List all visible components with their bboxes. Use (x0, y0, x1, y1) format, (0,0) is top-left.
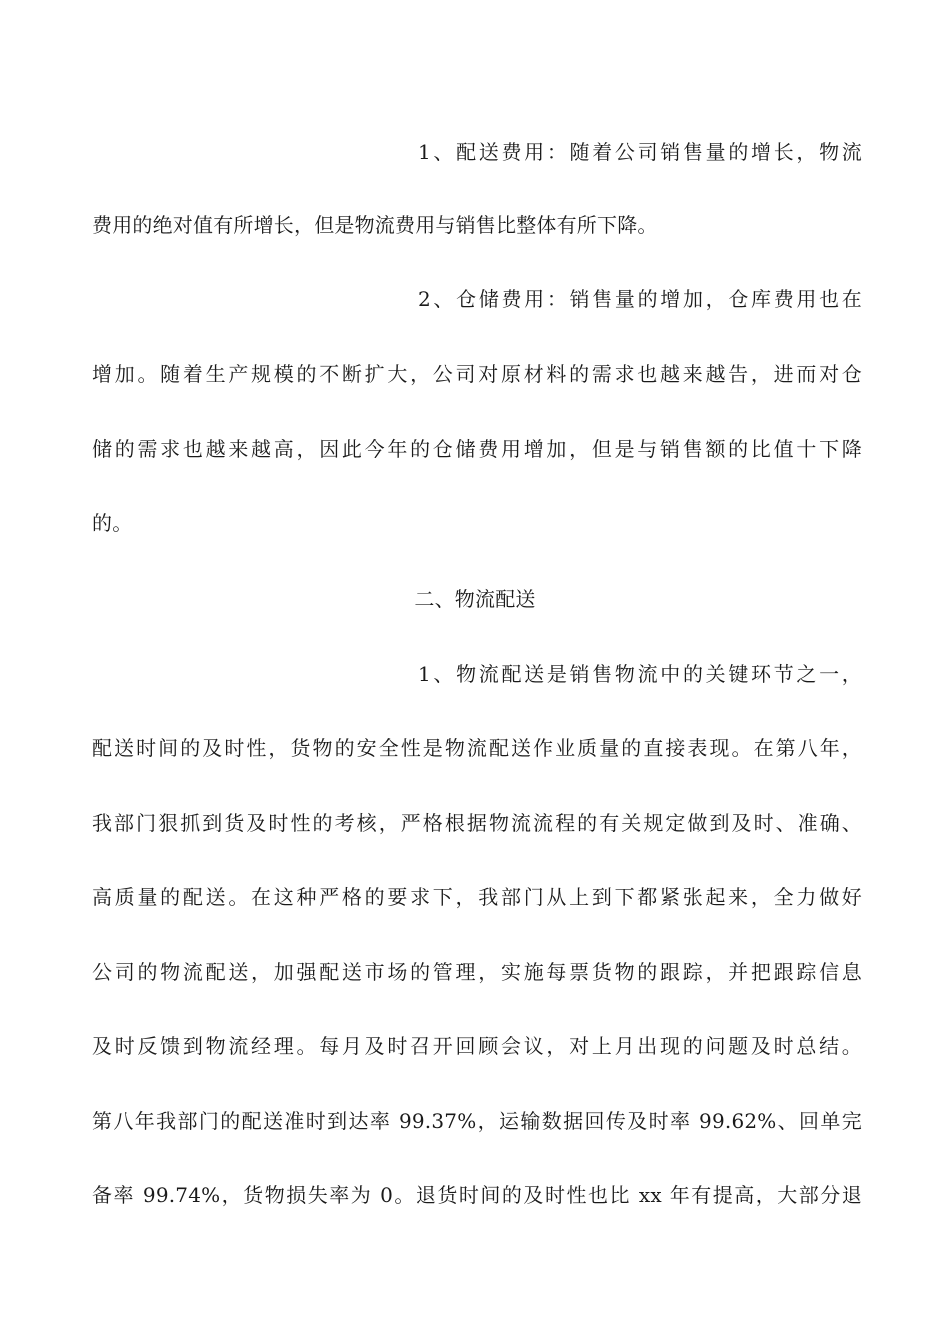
section-heading: 二、物流配送 (414, 587, 536, 611)
paragraph-line: 备率 99.74%，货物损失率为 0。退货时间的及时性也比 xx 年有提高，大部分退 (92, 1183, 862, 1207)
paragraph-line: 增加。随着生产规模的不断扩大，公司对原材料的需求也越来越告，进而对仓 (92, 362, 862, 386)
paragraph-line: 1、配送费用：随着公司销售量的增长，物流 (418, 140, 862, 164)
paragraph-line: 2、仓储费用：销售量的增加，仓库费用也在 (418, 287, 862, 311)
paragraph-line: 1、物流配送是销售物流中的关键环节之一， (418, 662, 862, 686)
paragraph-line: 及时反馈到物流经理。每月及时召开回顾会议，对上月出现的问题及时总结。 (92, 1034, 862, 1058)
paragraph-line: 高质量的配送。在这种严格的要求下，我部门从上到下都紧张起来，全力做好 (92, 885, 862, 909)
paragraph-line: 我部门狠抓到货及时性的考核，严格根据物流流程的有关规定做到及时、准确、 (92, 811, 862, 835)
paragraph-line: 的。 (92, 511, 133, 535)
paragraph-line: 第八年我部门的配送准时到达率 99.37%，运输数据回传及时率 99.62%、回单完 (92, 1109, 862, 1133)
paragraph-line: 公司的物流配送，加强配送市场的管理，实施每票货物的跟踪，并把跟踪信息 (92, 960, 862, 984)
paragraph-line: 费用的绝对值有所增长，但是物流费用与销售比整体有所下降。 (92, 213, 658, 237)
paragraph-line: 配送时间的及时性，货物的安全性是物流配送作业质量的直接表现。在第八年， (92, 736, 862, 760)
paragraph-line: 储的需求也越来越高，因此今年的仓储费用增加，但是与销售额的比值十下降 (92, 437, 862, 461)
